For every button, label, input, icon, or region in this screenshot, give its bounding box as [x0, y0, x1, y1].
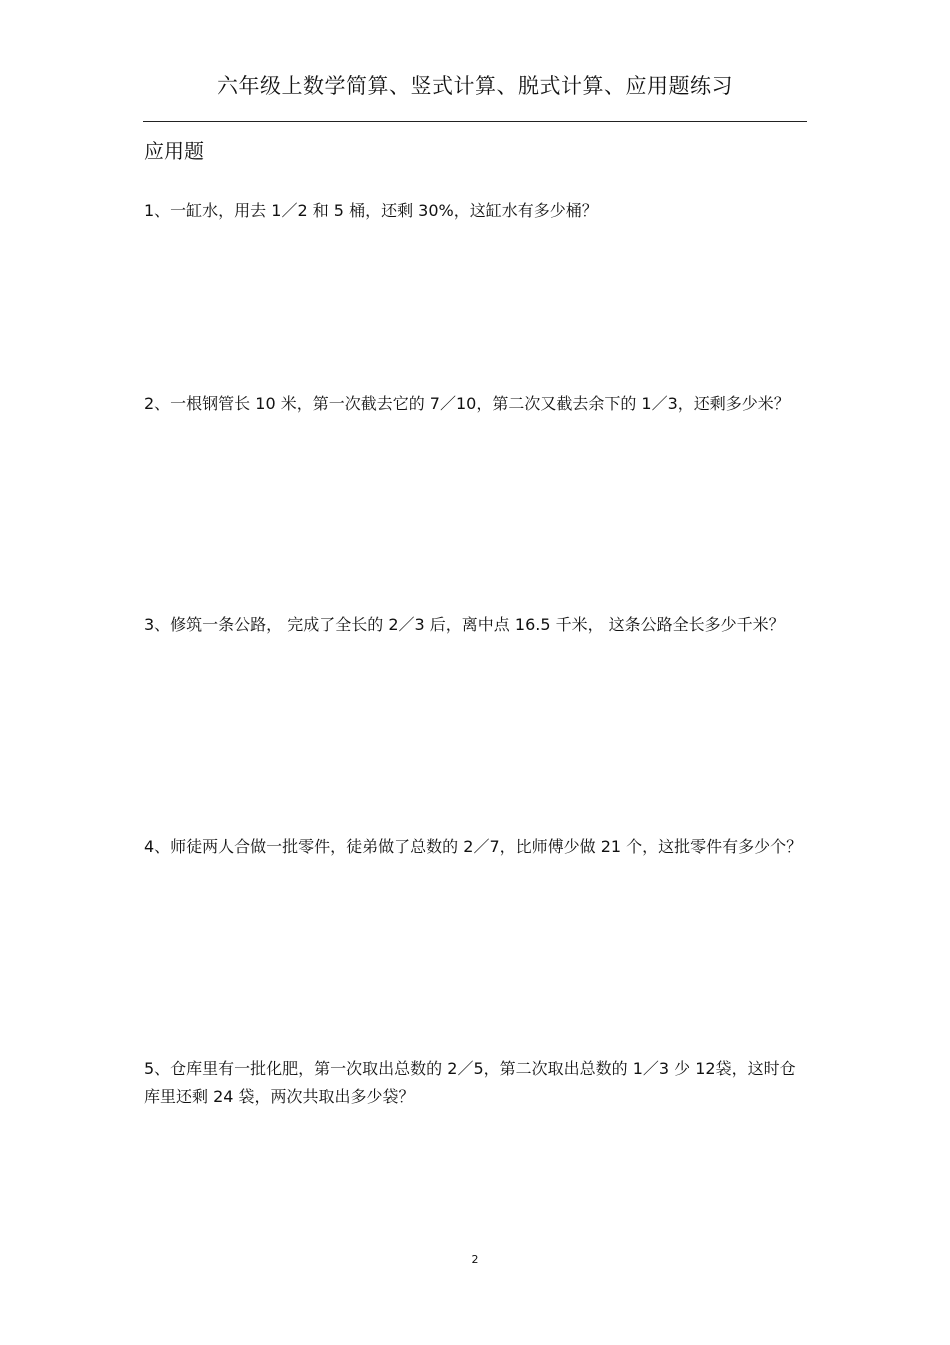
question-2: 2、一根钢管长 10 米，第一次截去它的 7／10，第二次又截去余下的 1／3，还剩多少米？ — [144, 394, 790, 413]
page-number: 2 — [471, 1253, 479, 1266]
question-1: 1、一缸水，用去 1／2 和 5 桶，还剩 30%，这缸水有多少桶？ — [144, 201, 598, 220]
header-divider — [143, 121, 807, 122]
question-3: 3、修筑一条公路， 完成了全长的 2／3 后，离中点 16.5 千米， 这条公路全长多少千米？ — [144, 615, 785, 634]
section-heading: 应用题 — [144, 139, 204, 163]
question-4: 4、师徒两人合做一批零件，徒弟做了总数的 2／7，比师傅少做 21 个，这批零件有多少个？ — [144, 837, 803, 856]
question-5: 5、仓库里有一批化肥，第一次取出总数的 2／5，第二次取出总数的 1／3 少 12袋，这时仓库里还剩 24 袋，两次共取出多少袋？ — [144, 1059, 796, 1106]
document-title: 六年级上数学简算、竖式计算、脱式计算、应用题练习 — [217, 74, 733, 98]
